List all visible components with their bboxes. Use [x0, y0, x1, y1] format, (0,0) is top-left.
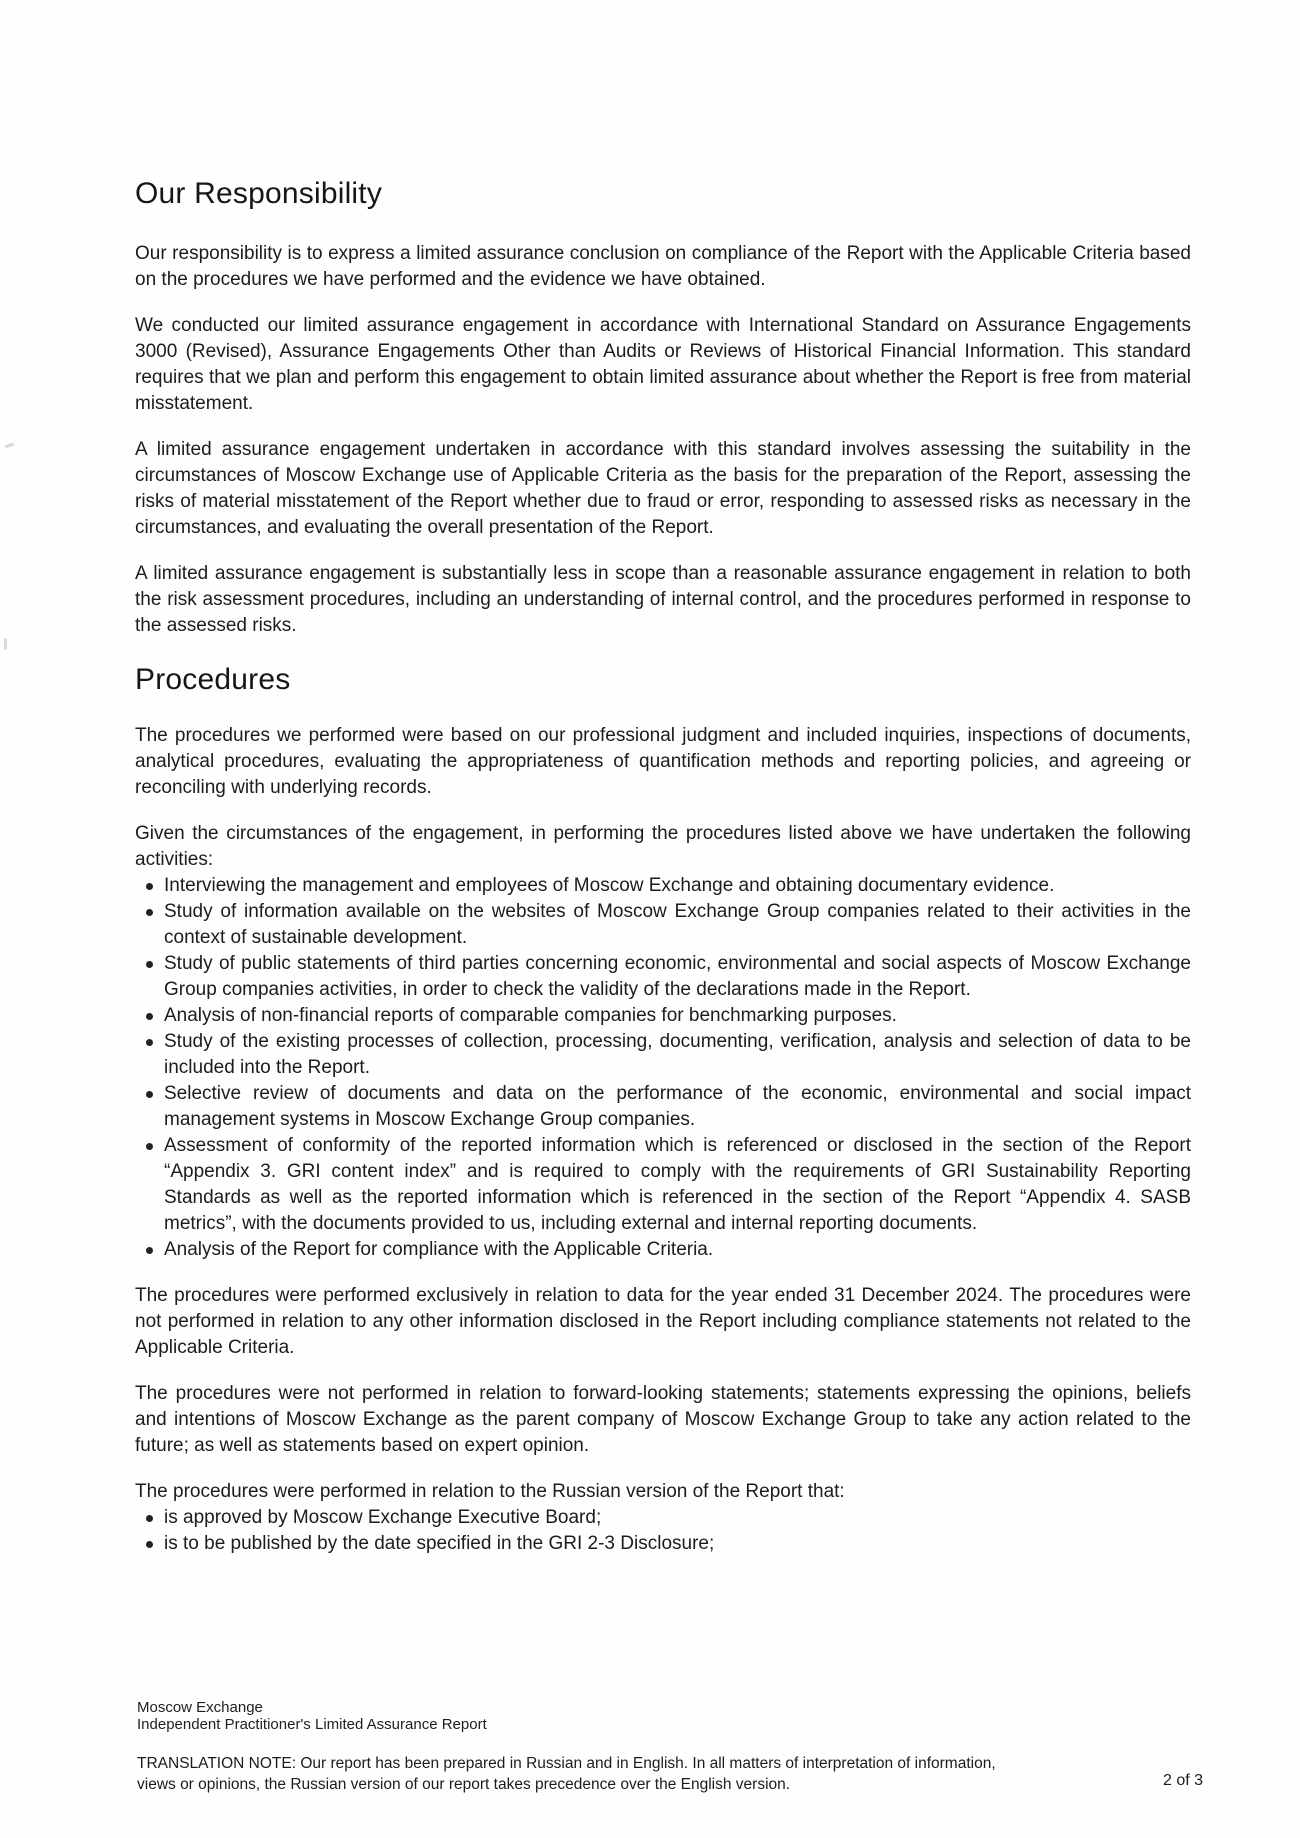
list-item: Study of public statements of third parties concerning economic, environmental and social aspects of Moscow Exchange Group companies activities, in order to check the validity of the declarations made in the Report.: [135, 951, 1191, 1003]
document-body: [135, 175, 1191, 1557]
scan-artifact: [4, 638, 7, 650]
footer-document-identification: [137, 1699, 487, 1733]
procedures-paragraph: The procedures we performed were based on our professional judgment and included inquiries, inspections of documents, analytical procedures, evaluating the appropriateness of quantification methods and reporting policies, and agreeing or reconciling with underlying records.: [135, 725, 1191, 798]
procedures-activities-list: [135, 873, 1191, 1263]
responsibility-paragraph: Our responsibility is to express a limited assurance conclusion on compliance of the Report with the Applicable Criteria based on the procedures we have performed and the evidence we have obtained.: [135, 243, 1191, 290]
responsibility-paragraph: A limited assurance engagement is substantially less in scope than a reasonable assurance engagement in relation to both the risk assessment procedures, including an understanding of internal control, and the procedures performed in response to the assessed risks.: [135, 563, 1191, 636]
page-number: 2 of 3: [1163, 1772, 1204, 1789]
section-heading-procedures: Procedures: [135, 663, 291, 696]
procedures-paragraph: The procedures were performed exclusively in relation to data for the year ended 31 December 2024. The procedures were not performed in relation to any other information disclosed in the Report including compliance statements not related to the Applicable Criteria.: [135, 1285, 1191, 1358]
scan-artifact: [5, 443, 14, 449]
translation-note: TRANSLATION NOTE: Our report has been prepared in Russian and in English. In all matters of interpretation of information, views or opinions, the Russian version of our report takes precedence over the English version.: [137, 1755, 996, 1793]
list-item: Interviewing the management and employees of Moscow Exchange and obtaining documentary evidence.: [135, 873, 1191, 899]
report-version-conditions-list: [135, 1505, 1191, 1557]
list-item: is to be published by the date specified in the GRI 2-3 Disclosure;: [135, 1531, 1191, 1557]
procedures-paragraph: The procedures were not performed in relation to forward-looking statements; statements expressing the opinions, beliefs and intentions of Moscow Exchange as the parent company of Moscow Exchange Group to take any action related to the future; as well as statements based on expert opinion.: [135, 1383, 1191, 1456]
procedures-paragraph: The procedures were performed in relation to the Russian version of the Report that:: [135, 1481, 845, 1502]
list-item: Study of information available on the websites of Moscow Exchange Group companies related to their activities in the context of sustainable development.: [135, 899, 1191, 951]
list-item: Selective review of documents and data on the performance of the economic, environmental and social impact management systems in Moscow Exchange Group companies.: [135, 1081, 1191, 1133]
responsibility-paragraph: We conducted our limited assurance engagement in accordance with International Standard on Assurance Engagements 3000 (Revised), Assurance Engagements Other than Audits or Reviews of Historical Financial Information. This standard requires that we plan and perform this engagement to obtain limited assurance about whether the Report is free from material misstatement.: [135, 315, 1191, 414]
list-item: Study of the existing processes of collection, processing, documenting, verification, analysis and selection of data to be included into the Report.: [135, 1029, 1191, 1081]
procedures-paragraph: Given the circumstances of the engagement, in performing the procedures listed above we have undertaken the following activities:: [135, 823, 1191, 870]
responsibility-paragraph: A limited assurance engagement undertaken in accordance with this standard involves assessing the suitability in the circumstances of Moscow Exchange use of Applicable Criteria as the basis for the preparation of the Report, assessing the risks of material misstatement of the Report whether due to fraud or error, responding to assessed risks as necessary in the circumstances, and evaluating the overall presentation of the Report.: [135, 439, 1191, 538]
section-heading-our-responsibility: Our Responsibility: [135, 177, 383, 210]
footer-document-title: Independent Practitioner's Limited Assurance Report: [137, 1716, 487, 1733]
list-item: Assessment of conformity of the reported information which is referenced or disclosed in the section of the Report “Appendix 3. GRI content index” and is required to comply with the requirements of GRI Sustainability Reporting Standards as well as the reported information which is referenced in the section of the Report “Appendix 4. SASB metrics”, with the documents provided to us, including external and internal reporting documents.: [135, 1133, 1191, 1237]
list-item: Analysis of the Report for compliance with the Applicable Criteria.: [135, 1237, 1191, 1263]
list-item: Analysis of non-financial reports of comparable companies for benchmarking purposes.: [135, 1003, 1191, 1029]
footer-company-name: Moscow Exchange: [137, 1699, 263, 1716]
list-item: is approved by Moscow Exchange Executive Board;: [135, 1505, 1191, 1531]
